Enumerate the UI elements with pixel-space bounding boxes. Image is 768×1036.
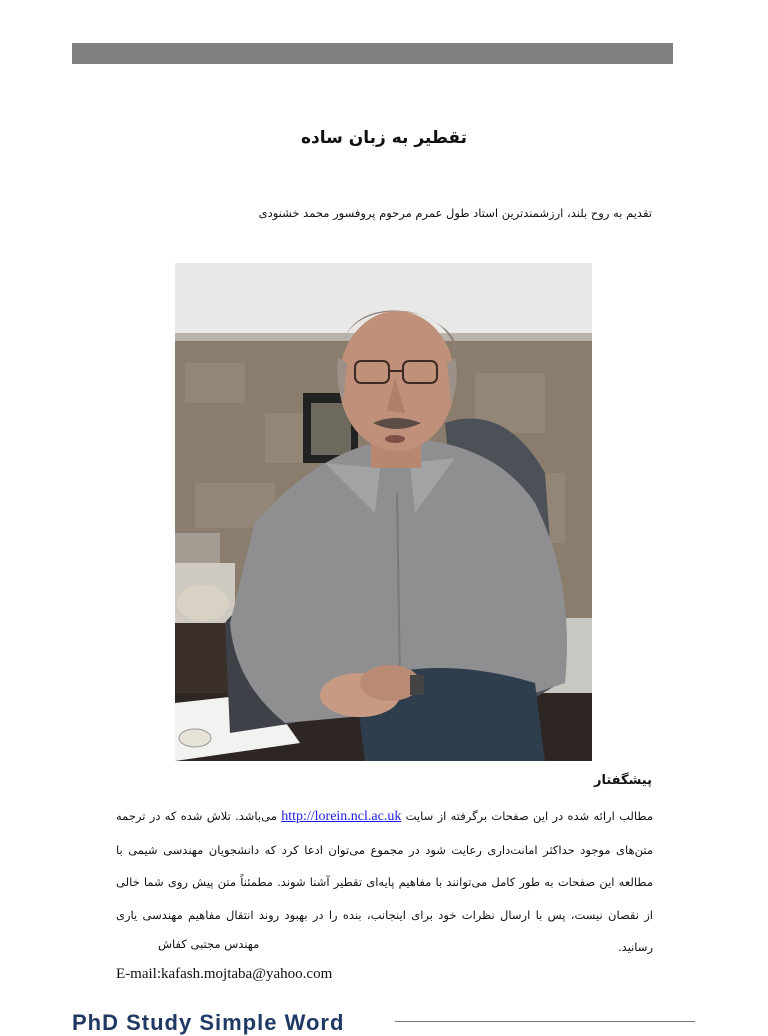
preface-text-end: می‌باشد. تلاش شده که در ترجمه متن‌های موجود حداکثر امانت‌داری رعایت شود در مجموع می‌توان ادعا کرد که دانشجویان مهندسی شیمی با مطالعه این صفحات به طور کامل می‌توانند با مفاهیم پایه‌ای تقطیر آشنا شوند. مطمئناً متن پیش روی شما خالی از نقصان نیست، پس با ارسال نظرات خود برای اینجانب، بنده را در بهبود روند انتقال مفاهیم مهندسی یاری رسانید. [116,809,653,954]
author-signature: مهندس مجتبی کفاش [158,937,260,951]
preface-text-start: مطالب ارائه شده در این صفحات برگرفته از سایت [401,809,653,823]
portrait-photo-icon [175,263,592,761]
source-link[interactable]: http://lorein.ncl.ac.uk [281,809,402,824]
header-bar [72,43,673,64]
preface-heading: پیشگفتار [593,773,652,788]
footer-divider [395,1021,695,1022]
author-email: E-mail:kafash.mojtaba@yahoo.com [116,966,333,982]
document-title: تقطیر به زبان ساده [300,128,468,148]
footer-brand: PhD Study Simple Word [72,1010,345,1035]
portrait-photo [175,263,592,761]
dedication-text: تقدیم به روح بلند، ارزشمندترین استاد طول عمرم مرحوم پروفسور محمد خشنودی [258,206,652,220]
